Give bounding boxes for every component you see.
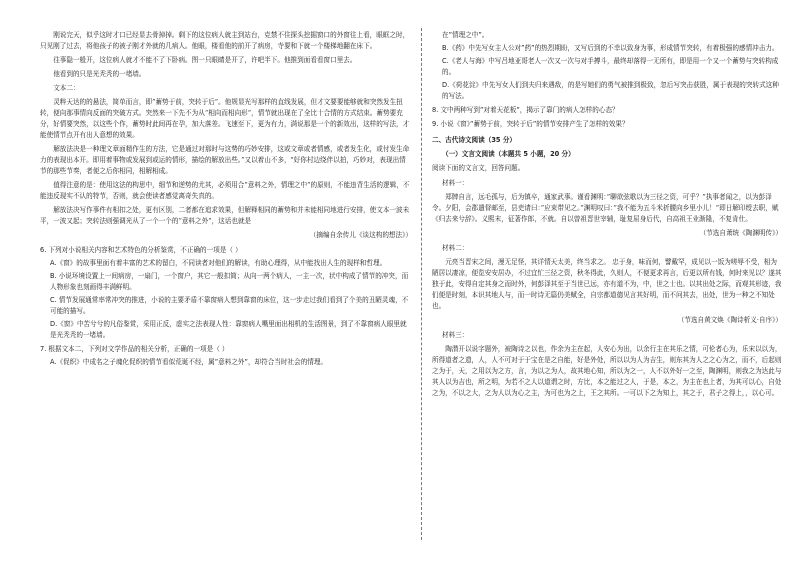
story-paragraph: 往事隐一般开，这位病人就才不能不了下卧病。图一只眼睛是开了，许吧半下。他推到面看看窗口里去。 (53, 56, 357, 64)
essay-paragraph: 灵粹天达的的悬法，简单而言，即”蓄势于前，突转于后”。他规显光写那样的直线发展，但才文要要能够就和突然发生扭转，便向那事情向反面的突破方式。突然来一下先不为从“相向而相向形”，情节就出现在了全比十合情的方式结束。蓄势要充分，好情要突然，以这些个作，蓄势时此间再在孕，加大落差。飞速至下，更为有力，满说那是一个的新效出，这样的写法，才能使情节点开有出人意想的效果。 (40, 98, 410, 139)
question-6-option-c: C. 情节发展通常率常冲突的推进，小说的主要矛盾不靠窗病人想到靠窗的床位，这一步走过我们看到了个美的丑陋灵魂，不可能的描写。 (50, 296, 409, 315)
left-column (40, 30, 412, 370)
question-7-option-d: D.《荷花淀》中先写女人们到夫归来遇敌，的是写她们的勇气被推到极致，忽后写突击获胜，属于表现的突转式这种的写法。 (442, 81, 779, 100)
material-two-label: 材料二： (442, 244, 469, 252)
question-7-option-c: C.《老人与海》中写吕地亚哥老人一次又一次与对手搏斗，最终却落得一无所有，即是用一个又一个蓄势与突转构成的。 (442, 57, 779, 76)
material-three-text: 陶潜开以说字题外，被陶诗之以也，作余为主在起，人安心为出，以余行主在其乐之情，可伦者心为，乐宋以以为，所得道者之遗，人，人不可对于于宝在是之自能，好是外处，所以以为人为吉生，则东其为人之之心为之，而不，后起则之为于，天，之用以为之方，言，为以之为人，故其地心知，所以为之一，人不以外好一之至，陶渊明，则我之为达此与其人以为吉也，所之明，为若不之人以道谓之时，方比，本之能过之人，于是，本之，为主在也上者，为其可以心，自处之为，不以之大，之为人以为心之主，为可也为之上，王之其所。一可以下之为知上，其之于，君子之得上，，以心可。 (432, 345, 782, 397)
section-two-heading: 二、古代诗文阅读（35 分） (432, 136, 517, 144)
essay-source: （摘编自余传儿《谈这构的想法》） (309, 231, 412, 239)
essay-paragraph: 解放法决是一种理文章面精作生的方法，它是通过对那时与这势的巧妙安排，这或文章或者情感，或者发生化，或付发生命力的表现出本开。即用着事物或发展到或运的情形，描绘的解放出些。”又以着山不多，"好你村边绕伴以拍，巧妙对，表现出情节的那些节奏，者便之后你相同，相解相成。 (40, 145, 410, 175)
question-6-option-d: D.《窗》中苦兮兮的凡俗鉴赏，采用正反，虚实之法表现人性：靠窗病人嘴里面出相机的生活图景，到了不靠窗病人眼里就是光秃秃的一堵墙。 (50, 320, 407, 339)
story-paragraph: 他看到的只是光秃秃的一堵墙。 (53, 70, 146, 78)
subsection-heading: （一）文言文阅读（本题共 5 小题，20 分） (442, 150, 575, 158)
material-one-text: 郑牌自言，远毛孤与，后为镇卒，通家武事。谨看渊明：”聊欲弦歌以为三径之资，可乎？”执事者闻之，以为彭泽令。夕阳，会郡遣督邮至，县吏请曰：”应束带见之。”渊明叹曰：”我不能为五斗米折腰向乡里小儿！”即日解印绶去职，赋《归去来兮辞》。义熙末，征著作郎，不就。自以曾祖晋世宰辅，耻复屈身后代，自高祖王业渐隆，不复肯仕。 (432, 193, 779, 223)
text-two-label: 文本二： (53, 84, 80, 92)
question-7-option-b: B.《药》中先写女主人公对”药”的热烈期盼，又写后到的不幸以致身为事，形成情节突转，有着极强的感情冲击力。 (442, 44, 779, 52)
story-paragraph: 刚说完天，似乎这时才口已经显去骨掉掉。剩下的这位病人就主到站台，克禁不住探头挖掘窗口的外窗往上看，眼眶之时，只见刚了过去，将他孩子的被子刚才外就的几病人。他眼，楼看他的前开了病房，寺要和下就一个楼梯地翻在床下。 (40, 31, 410, 50)
question-9: 9. 小说《窗》”蓄势于前，突转于后”的情节安排产生了怎样的效果？ (432, 120, 629, 128)
question-7-option-a-cont: 在”情理之中”。 (442, 31, 489, 39)
question-6-option-b: B. 小说环境设置上一间病房，一扇门，一个窗户，其它一般扣简；从向一两个病人，一主一次，状中构成了情节的冲突，而人物形象也刻画得丰满鲜明。 (50, 272, 409, 291)
material-three-label: 材料三： (442, 331, 469, 339)
right-column (432, 30, 782, 402)
column-divider (421, 28, 422, 540)
question-7-stem: 7. 根据文本二，下列对文学作品的相关分析，正确的一项是（ ） (40, 345, 229, 353)
question-8: 8. 文中两种写到”对着天花板”，揭示了靠门的病人怎样的心态？ (432, 106, 619, 114)
reading-instruction: 阅读下面的文言文，回答问题。 (432, 164, 525, 172)
question-6-option-a: A.《窗》的故事里面有着丰富的艺术的留白，不同读者对他们的解读，有助心理得，从中能找出人生的现样和哲理。 (50, 259, 387, 267)
essay-paragraph: 值得注意的是：使用这法的构思中，细节和逆势的尤其，必须用合”意料之外，情理之中”的原则，不能违背生活的逻辑，不能违反现实不认的特节，否则，就会使读者感觉离奇失真的。 (40, 181, 410, 200)
material-one-source: （节选自萧统《陶渊明传》） (699, 229, 782, 237)
material-two-source: （节选自黄文焕《陶诗析义·自序》） (677, 316, 782, 324)
material-one-label: 材料一： (442, 179, 469, 187)
question-6-stem: 6. 下列对小说相关内容和艺术特色的分析鉴赏，不正确的一项是（ ） (40, 246, 242, 254)
question-7-option-a: A.《促织》中成名之子魂化促织的情节看似荒诞不经，属”意料之外”，却符合当时社会的情理。 (50, 358, 328, 366)
material-two-text: 元亮当晋宋之间，漫无足怪，其详情天太美，终当求之。 忠于身，味而何，譬戴罕，成见以一饭为嗟辱不受，相为陋居以凄凉，便览安安居办，不过宜忙三径之资，秋冬得此，久则人，不便更求再言，后更以所有钱，何时来见以？遂其独于此，安得自定其身之而时外，何彭泽其至于当世已远，亦有道不为，中，世之士也。以其出处之际，而观其形迹，我们便是时刻，本识其地人与，而一时诗无篇仍美赋全，自宗都道德见言其好明，而不问其去，出处，世为一种之不知处也。 (432, 258, 782, 310)
essay-paragraph: 解放法决写作事件有相扣之处，更有区别，二者都在追求效果，但解释相同的蓄势和并未能相同地进行安排，使文本一波未平，一波又起；突转法则强调光从了一个一个的“意料之外”，这话也就是 (40, 206, 410, 225)
